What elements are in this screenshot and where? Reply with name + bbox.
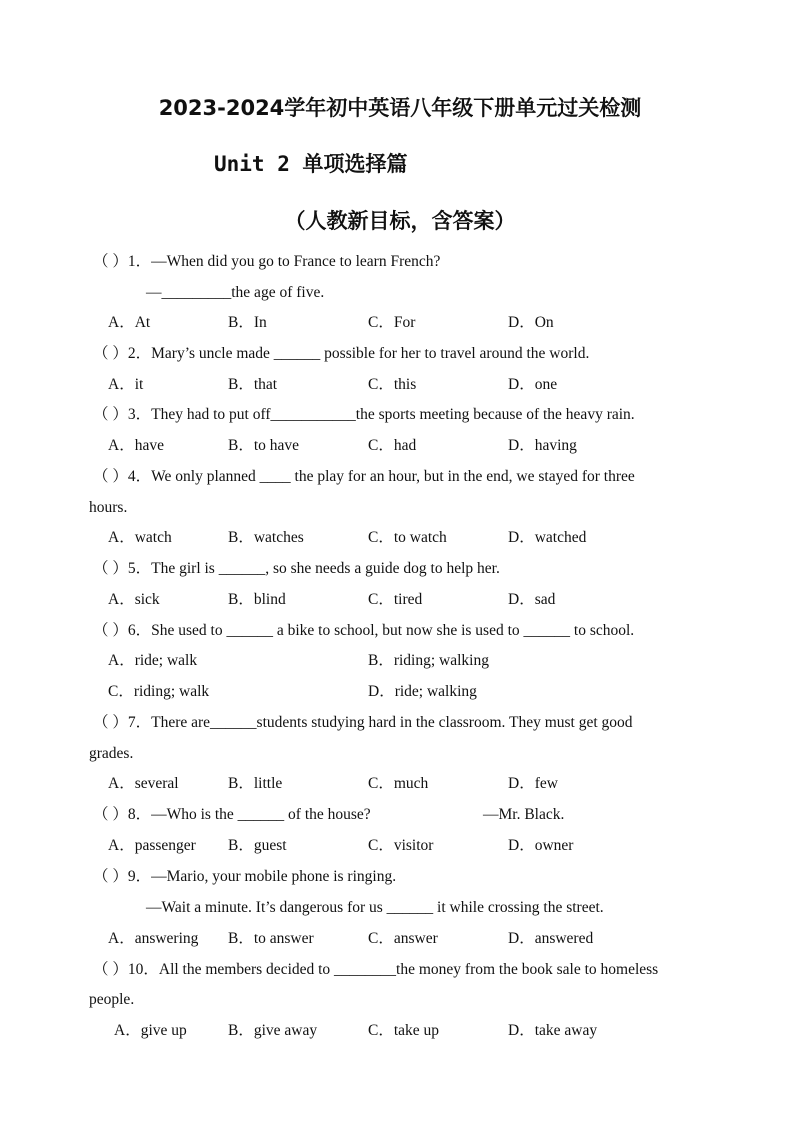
question-8-option-a: A．passenger bbox=[108, 837, 196, 854]
question-9-stem: （ ）9．—Mario, your mobile phone is ringing. bbox=[93, 868, 397, 885]
question-1-stem-cont: —_________the age of five. bbox=[146, 284, 325, 301]
question-5-stem: （ ）5．The girl is ______, so she needs a guide dog to help her. bbox=[93, 560, 500, 577]
question-9-stem-cont: —Wait a minute. It’s dangerous for us ______ it while crossing the street. bbox=[146, 899, 604, 916]
question-10-stem: （ ）10．All the members decided to ________the money from the book sale to homeless bbox=[93, 961, 659, 978]
question-2-option-a: A．it bbox=[108, 376, 144, 393]
question-6-option-c: C．riding; walk bbox=[108, 683, 210, 700]
question-2-stem: （ ）2．Mary’s uncle made ______ possible for her to travel around the world. bbox=[93, 345, 590, 362]
question-3-option-a: A．have bbox=[108, 437, 164, 454]
question-7-stem: （ ）7．There are______students studying hard in the classroom. They must get good bbox=[93, 714, 633, 731]
question-1-option-a: A．At bbox=[108, 314, 151, 331]
question-8-option-d: D．owner bbox=[508, 837, 574, 854]
question-3-option-c: C．had bbox=[368, 437, 417, 454]
question-6-option-b: B．riding; walking bbox=[368, 652, 489, 669]
question-5-option-d: D．sad bbox=[508, 591, 556, 608]
question-9-option-d: D．answered bbox=[508, 930, 594, 947]
question-9-option-a: A．answering bbox=[108, 930, 199, 947]
question-4-stem: （ ）4．We only planned ____ the play for an hour, but in the end, we stayed for three bbox=[93, 468, 635, 485]
question-7-option-a: A．several bbox=[108, 775, 179, 792]
question-7-option-b: B．little bbox=[228, 775, 283, 792]
question-4-option-b: B．watches bbox=[228, 529, 304, 546]
question-5-option-c: C．tired bbox=[368, 591, 423, 608]
question-5-option-b: B．blind bbox=[228, 591, 286, 608]
question-3-stem: （ ）3．They had to put off___________the sports meeting because of the heavy rain. bbox=[93, 406, 635, 423]
question-2-option-d: D．one bbox=[508, 376, 558, 393]
question-10-option-b: B．give away bbox=[228, 1022, 318, 1039]
question-7-stem-cont: grades. bbox=[89, 745, 134, 762]
unit-subtitle: Unit 2 单项选择篇 bbox=[214, 152, 408, 176]
question-9-option-b: B．to answer bbox=[228, 930, 314, 947]
document-title: 2023-2024学年初中英语八年级下册单元过关检测 bbox=[158, 96, 642, 120]
question-10-option-a: A．give up bbox=[114, 1022, 187, 1039]
question-1-option-d: D．On bbox=[508, 314, 554, 331]
question-3-option-d: D．having bbox=[508, 437, 577, 454]
question-6-stem: （ ）6．She used to ______ a bike to school, but now she is used to ______ to school. bbox=[93, 622, 635, 639]
edition-note: （人教新目标，含答案） bbox=[284, 209, 516, 233]
question-4-option-d: D．watched bbox=[508, 529, 587, 546]
question-8-option-c: C．visitor bbox=[368, 837, 434, 854]
question-9-option-c: C．answer bbox=[368, 930, 438, 947]
question-1-option-c: C．For bbox=[368, 314, 416, 331]
question-8-answer-line: —Mr. Black. bbox=[483, 806, 565, 823]
question-1-stem: （ ）1．—When did you go to France to learn French? bbox=[93, 253, 441, 270]
question-8-stem: （ ）8．—Who is the ______ of the house? bbox=[93, 806, 371, 823]
question-10-option-d: D．take away bbox=[508, 1022, 598, 1039]
question-2-option-b: B．that bbox=[228, 376, 278, 393]
question-4-option-c: C．to watch bbox=[368, 529, 447, 546]
question-4-option-a: A．watch bbox=[108, 529, 172, 546]
question-7-option-c: C．much bbox=[368, 775, 429, 792]
question-2-option-c: C．this bbox=[368, 376, 417, 393]
question-3-option-b: B．to have bbox=[228, 437, 300, 454]
question-1-option-b: B．In bbox=[228, 314, 267, 331]
question-6-option-a: A．ride; walk bbox=[108, 652, 198, 669]
question-5-option-a: A．sick bbox=[108, 591, 160, 608]
question-8-option-b: B．guest bbox=[228, 837, 287, 854]
question-10-option-c: C．take up bbox=[368, 1022, 440, 1039]
question-7-option-d: D．few bbox=[508, 775, 558, 792]
question-6-option-d: D．ride; walking bbox=[368, 683, 477, 700]
question-10-stem-cont: people. bbox=[89, 991, 135, 1008]
question-4-stem-cont: hours. bbox=[89, 499, 128, 516]
